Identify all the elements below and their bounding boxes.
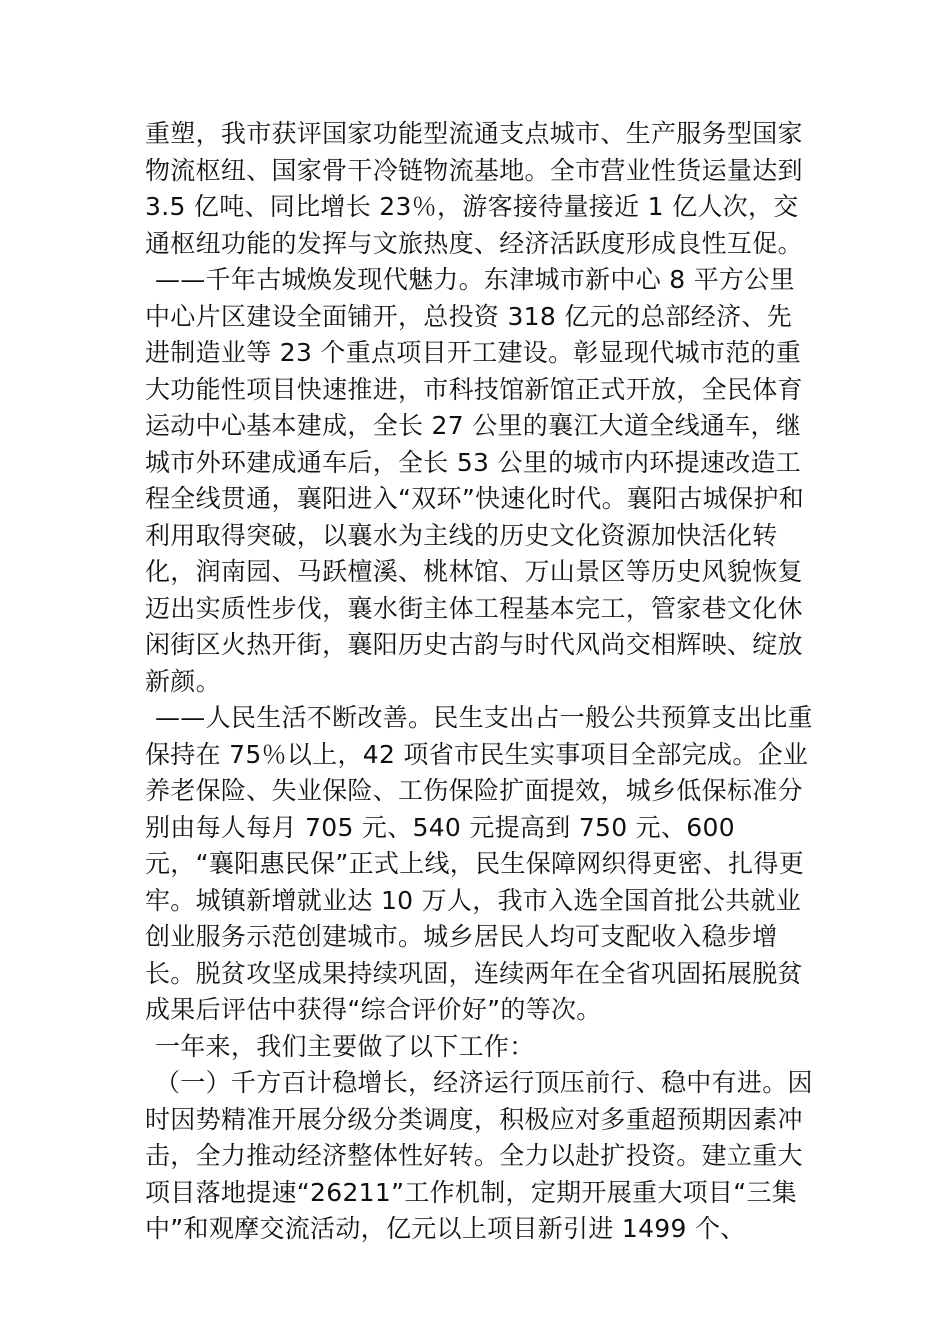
paragraph-livelihood: ——人民生活不断改善。民生支出占一般公共预算支出比重保持在 75％以上，42 项省市民生实事项目全部完成。企业养老保险、失业保险、工伤保险扩面提效，城乡低保标准分别由每人每月 705 元、540 元提高到 750 元、600 元，“襄阳惠民保”正式上线，民生保障网织得更密、扎得更牢。城镇新增就业达 10 万人，我市入选全国首批公共就业创业服务示范创建城市。城乡居民人均可支配收入稳步增长。脱贫攻坚成果持续巩固，连续两年在全省巩固拓展脱贫成果后评估中获得“综合评价好”的等次。 bbox=[145, 703, 813, 1024]
paragraph-section-one: （一）千方百计稳增长，经济运行顶压前行、稳中有进。因时因势精准开展分级分类调度，积极应对多重超预期因素冲击，全力推动经济整体性好转。全力以赴扩投资。建立重大项目落地提速“26211”工作机制，定期开展重大项目“三集中”和观摩交流活动，亿元以上项目新引进 1499 个、 bbox=[145, 1068, 813, 1243]
document-body bbox=[145, 116, 815, 1248]
paragraph-ancient-city: ——千年古城焕发现代魅力。东津城市新中心 8 平方公里中心片区建设全面铺开，总投资 318 亿元的总部经济、先进制造业等 23 个重点项目开工建设。彰显现代城市范的重大功能性项目快速推进，市科技馆新馆正式开放，全民体育运动中心基本建成，全长 27 公里的襄江大道全线通车，继城市外环建成通车后，全长 53 公里的城市内环提速改造工程全线贯通，襄阳进入“双环”快速化时代。襄阳古城保护和利用取得突破，以襄水为主线的历史文化资源加快活化转化，润南园、马跃檀溪、桃林馆、万山景区等历史风貌恢复迈出实质性步伐，襄水街主体工程基本完工，管家巷文化休闲街区火热开街，襄阳历史古韵与时代风尚交相辉映、绽放新颜。 bbox=[145, 265, 805, 696]
paragraph-logistics: 重塑，我市获评国家功能型流通支点城市、生产服务型国家物流枢纽、国家骨干冷链物流基地。全市营业性货运量达到 3.5 亿吨、同比增长 23％，游客接待量接近 1 亿人次，交通枢纽功能的发挥与文旅热度、经济活跃度形成良性互促。 bbox=[145, 119, 803, 258]
paragraph-work-summary: 一年来，我们主要做了以下工作： bbox=[155, 1031, 535, 1061]
